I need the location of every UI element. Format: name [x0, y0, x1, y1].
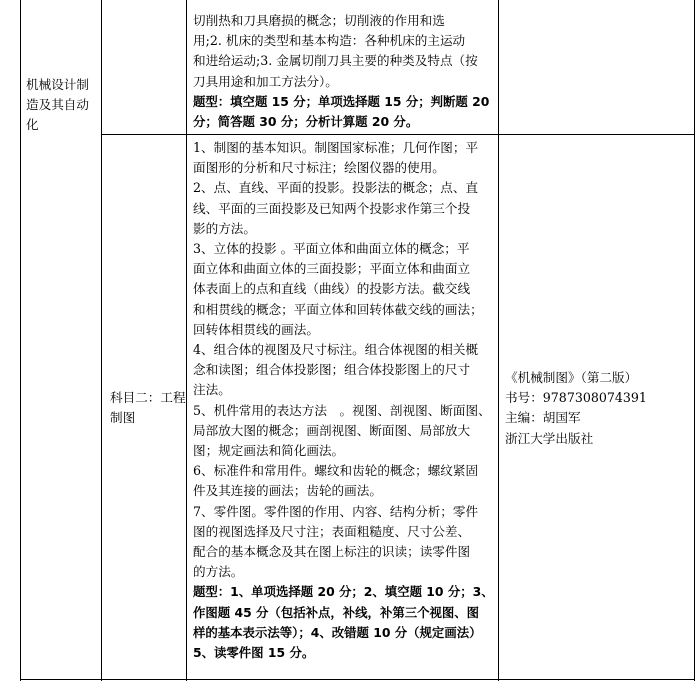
content-line: 影的方法。 [193, 220, 256, 236]
content-line: 配合的基本概念及其在图上标注的识读；读零件图 [193, 544, 471, 560]
divider-col2 [186, 0, 187, 681]
row-divider [101, 134, 695, 135]
category-text: 机械设计制造及其自动化 [26, 77, 89, 133]
row2-question-types [193, 582, 495, 663]
content-line: 的方法。 [193, 564, 244, 580]
divider-col1 [101, 0, 102, 681]
content-line: 局部放大图的概念；画剖视图、断面图、局部放大 [193, 422, 471, 438]
reference-book [505, 368, 690, 449]
divider-col3 [498, 0, 499, 681]
subject-cell [110, 388, 190, 428]
border-left [20, 0, 21, 681]
row2-content [193, 138, 495, 582]
content-line: 面立体和曲面立体的三面投影；平面立体和曲面立 [193, 261, 471, 277]
row1-content [193, 11, 495, 92]
reference-line: 《机械制图》（第二版） [505, 370, 638, 385]
content-line: 刀具用途和加工方法分）。 [193, 73, 338, 89]
content-line: 和相贯线的概念；平面立体和回转体截交线的画法； [193, 301, 483, 317]
content-line: 注法。 [193, 382, 231, 398]
content-line: 线、平面的三面投影及已知两个投影求作第三个投 [193, 200, 471, 216]
question-type-line: 作图题 45 分（包括补点，补线，补第三个视图、图 [193, 604, 480, 620]
question-type-line: 题型：1、单项选择题 20 分；2、填空题 10 分；3、 [193, 584, 494, 600]
question-type-line: 样的基本表示法等）；4、改错题 10 分（规定画法） [193, 624, 482, 640]
reference-line: 主编：胡国军 [505, 410, 581, 426]
content-line: 念和读图；组合体投影图；组合体投影图上的尺寸 [193, 362, 471, 378]
content-line: 5、机件常用的表达方法 。视图、剖视图、断面图、 [193, 402, 491, 418]
content-line: 图；规定画法和简化画法。 [193, 443, 345, 459]
reference-cell [505, 368, 690, 449]
content-line: 1、制图的基本知识。制图国家标准；几何作图；平 [193, 140, 479, 155]
category-cell [26, 75, 98, 136]
question-type-line: 5、读零件图 15 分。 [193, 645, 315, 661]
content-line: 图的视图选择及尺寸注；表面粗糙度、尺寸公差、 [193, 523, 471, 539]
content-line: 体表面上的点和直线（曲线）的投影方法。截交线 [193, 281, 471, 297]
content-line: 和进给运动;3. 金属切削刀具主要的种类及特点（按 [193, 53, 478, 69]
content-line: 4、组合体的视图及尺寸标注。组合体视图的相关概 [193, 342, 479, 358]
reference-line: 浙江大学出版社 [505, 430, 594, 446]
content-line: 件及其连接的画法；齿轮的画法。 [193, 483, 382, 499]
content-line: 3、立体的投影 。平面立体和曲面立体的概念；平 [193, 241, 470, 257]
border-bottom [20, 679, 695, 680]
content-line: 回转体相贯线的画法。 [193, 321, 319, 337]
row1-question-types [193, 92, 495, 132]
subject-text: 科目二：工程制图 [110, 390, 186, 426]
border-right [694, 0, 695, 681]
content-line: 2、点、直线、平面的投影。投影法的概念；点、直 [193, 180, 479, 196]
content-line: 6、标准件和常用件。螺纹和齿轮的概念；螺纹紧固 [193, 463, 479, 479]
content-line: 用;2. 机床的类型和基本构造：各种机床的主运动 [193, 33, 466, 49]
question-type-line: 题型：填空题 15 分；单项选择题 15 分；判断题 20 [193, 93, 490, 109]
row1-content-cell [193, 11, 495, 132]
content-line: 面图形的分析和尺寸标注；绘图仪器的使用。 [193, 160, 445, 176]
content-line: 切削热和刀具磨损的概念；切削液的作用和选 [193, 13, 445, 28]
content-line: 7、零件图。零件图的作用、内容、结构分析；零件 [193, 503, 479, 519]
question-type-line: 分；简答题 30 分；分析计算题 20 分。 [193, 114, 419, 130]
row2-content-cell [193, 138, 495, 663]
reference-line: 书号：9787308074391 [505, 390, 647, 406]
